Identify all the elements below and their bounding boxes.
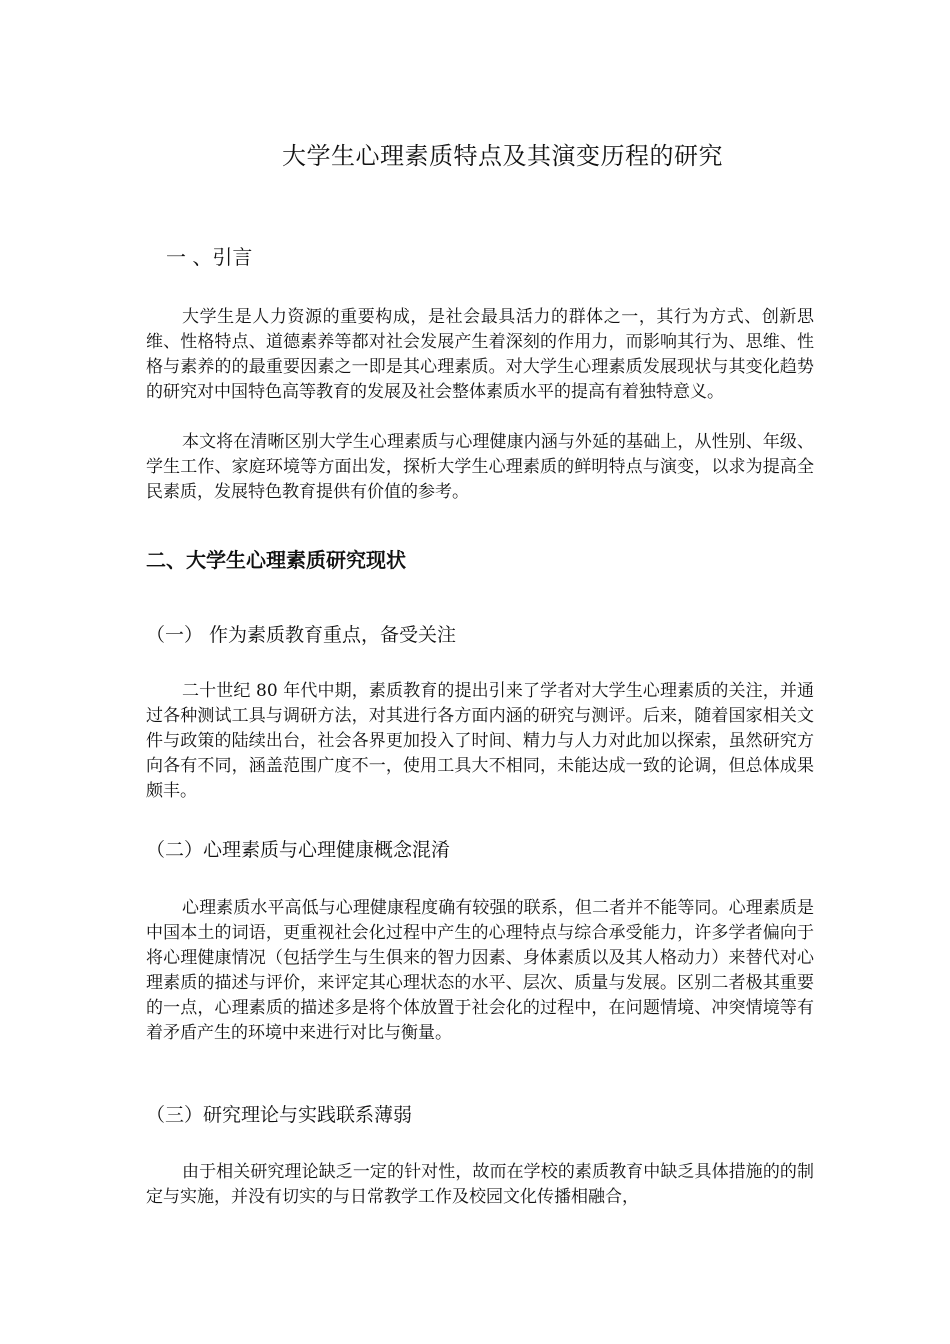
subsection-heading-2: （二）心理素质与心理健康概念混淆 [146,839,451,861]
paragraph-intro-2: 本文将在清晰区别大学生心理素质与心理健康内涵与外延的基础上，从性别、年级、学生工作、家庭环境等方面出发，探析大学生心理素质的鲜明特点与演变，以求为提高全民素质，发展特色教育提供有价值的参考。 [146,432,814,502]
subsection-heading-1: （一） 作为素质教育重点，备受关注 [146,624,457,646]
section-heading-intro: 一 、引言 [166,245,253,269]
subsection-heading-3: （三）研究理论与实践联系薄弱 [146,1104,413,1126]
section-heading-status: 二、大学生心理素质研究现状 [146,548,406,572]
document-title: 大学生心理素质特点及其演变历程的研究 [282,142,723,170]
paragraph-sub2: 心理素质水平高低与心理健康程度确有较强的联系，但二者并不能等同。心理素质是中国本土的词语，更重视社会化过程中产生的心理特点与综合承受能力，许多学者偏向于将心理健康情况（包括学生与生俱来的智力因素、身体素质以及其人格动力）来替代对心理素质的描述与评价，来评定其心理状态的水平、层次、质量与发展。区别二者极其重要的一点，心理素质的描述多是将个体放置于社会化的过程中，在问题情境、冲突情境等有着矛盾产生的环境中来进行对比与衡量。 [146,898,814,1043]
paragraph-sub1: 二十世纪 80 年代中期，素质教育的提出引来了学者对大学生心理素质的关注，并通过各种测试工具与调研方法，对其进行各方面内涵的研究与测评。后来，随着国家相关文件与政策的陆续出台，社会各界更加投入了时间、精力与人力对此加以探索，虽然研究方向各有不同，涵盖范围广度不一，使用工具大不相同，未能达成一致的论调，但总体成果颇丰。 [146,681,814,801]
paragraph-sub3: 由于相关研究理论缺乏一定的针对性，故而在学校的素质教育中缺乏具体措施的的制定与实施，并没有切实的与日常教学工作及校园文化传播相融合， [146,1162,814,1207]
paragraph-intro-1: 大学生是人力资源的重要构成，是社会最具活力的群体之一，其行为方式、创新思维、性格特点、道德素养等都对社会发展产生着深刻的作用力，而影响其行为、思维、性格与素养的的最重要因素之一即是其心理素质。对大学生心理素质发展现状与其变化趋势的研究对中国特色高等教育的发展及社会整体素质水平的提高有着独特意义。 [146,307,814,402]
